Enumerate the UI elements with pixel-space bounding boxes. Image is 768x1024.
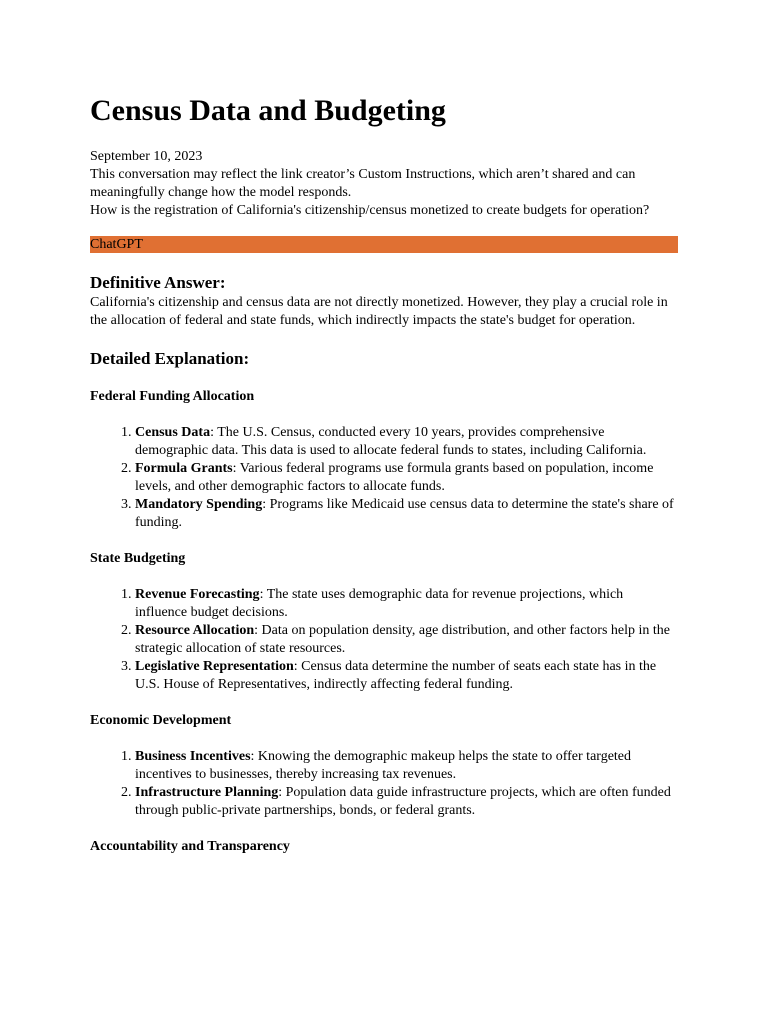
list-item bbox=[135, 658, 678, 694]
state-budgeting-list bbox=[90, 586, 678, 694]
assistant-role-bar: ChatGPT bbox=[90, 236, 678, 253]
detailed-explanation-heading: Detailed Explanation: bbox=[90, 349, 250, 368]
list-item-text: : Various federal programs use formula grants based on population, income levels, and other demographic factors to allocate funds. bbox=[135, 461, 654, 494]
list-item-text: : Census data determine the number of seats each state has in the U.S. House of Representatives, indirectly affecting federal funding. bbox=[135, 659, 657, 692]
list-item-text: : Population data guide infrastructure projects, which are often funded through public-private partnerships, bonds, or federal grants. bbox=[135, 785, 671, 818]
conversation-meta bbox=[90, 148, 678, 220]
list-item-text: : Knowing the demographic makeup helps the state to offer targeted incentives to businesses, thereby increasing tax revenues. bbox=[135, 749, 632, 782]
list-item-text: : The U.S. Census, conducted every 10 years, provides comprehensive demographic data. This data is used to allocate federal funds to states, including California. bbox=[135, 425, 647, 458]
list-item bbox=[135, 622, 678, 658]
section-heading-economic-development: Economic Development bbox=[90, 713, 232, 728]
list-item bbox=[135, 748, 678, 784]
list-item-term: Business Incentives bbox=[135, 749, 251, 764]
user-question: How is the registration of California's citizenship/census monetized to create budgets for operation? bbox=[90, 203, 650, 218]
list-item-term: Infrastructure Planning bbox=[135, 785, 279, 800]
section-heading-state-budgeting: State Budgeting bbox=[90, 551, 186, 566]
list-item bbox=[135, 424, 678, 460]
list-item-term: Revenue Forecasting bbox=[135, 587, 260, 602]
list-item-text: : The state uses demographic data for revenue projections, which influence budget decisions. bbox=[135, 587, 624, 620]
definitive-answer-heading: Definitive Answer: bbox=[90, 273, 226, 292]
economic-development-list bbox=[90, 748, 678, 820]
list-item bbox=[135, 784, 678, 820]
list-item-text: : Programs like Medicaid use census data to determine the state's share of funding. bbox=[135, 497, 674, 530]
list-item-term: Mandatory Spending bbox=[135, 497, 263, 512]
list-item-term: Legislative Representation bbox=[135, 659, 294, 674]
list-item-text: : Data on population density, age distribution, and other factors help in the strategic allocation of state resources. bbox=[135, 623, 671, 656]
assistant-answer bbox=[90, 272, 678, 856]
section-heading-federal-funding: Federal Funding Allocation bbox=[90, 389, 255, 404]
federal-funding-list bbox=[90, 424, 678, 532]
list-item bbox=[135, 460, 678, 496]
custom-instructions-disclaimer: This conversation may reflect the link creator’s Custom Instructions, which aren’t shared and can meaningfully change how the model responds. bbox=[90, 167, 636, 200]
definitive-answer-text: California's citizenship and census data are not directly monetized. However, they play a crucial role in the allocation of federal and state funds, which indirectly impacts the state's budget for operation. bbox=[90, 295, 668, 328]
list-item bbox=[135, 496, 678, 532]
list-item-term: Formula Grants bbox=[135, 461, 233, 476]
conversation-date: September 10, 2023 bbox=[90, 149, 203, 164]
section-heading-accountability: Accountability and Transparency bbox=[90, 839, 290, 854]
list-item-term: Census Data bbox=[135, 425, 211, 440]
page-title: Census Data and Budgeting bbox=[90, 94, 446, 127]
list-item bbox=[135, 586, 678, 622]
list-item-term: Resource Allocation bbox=[135, 623, 255, 638]
